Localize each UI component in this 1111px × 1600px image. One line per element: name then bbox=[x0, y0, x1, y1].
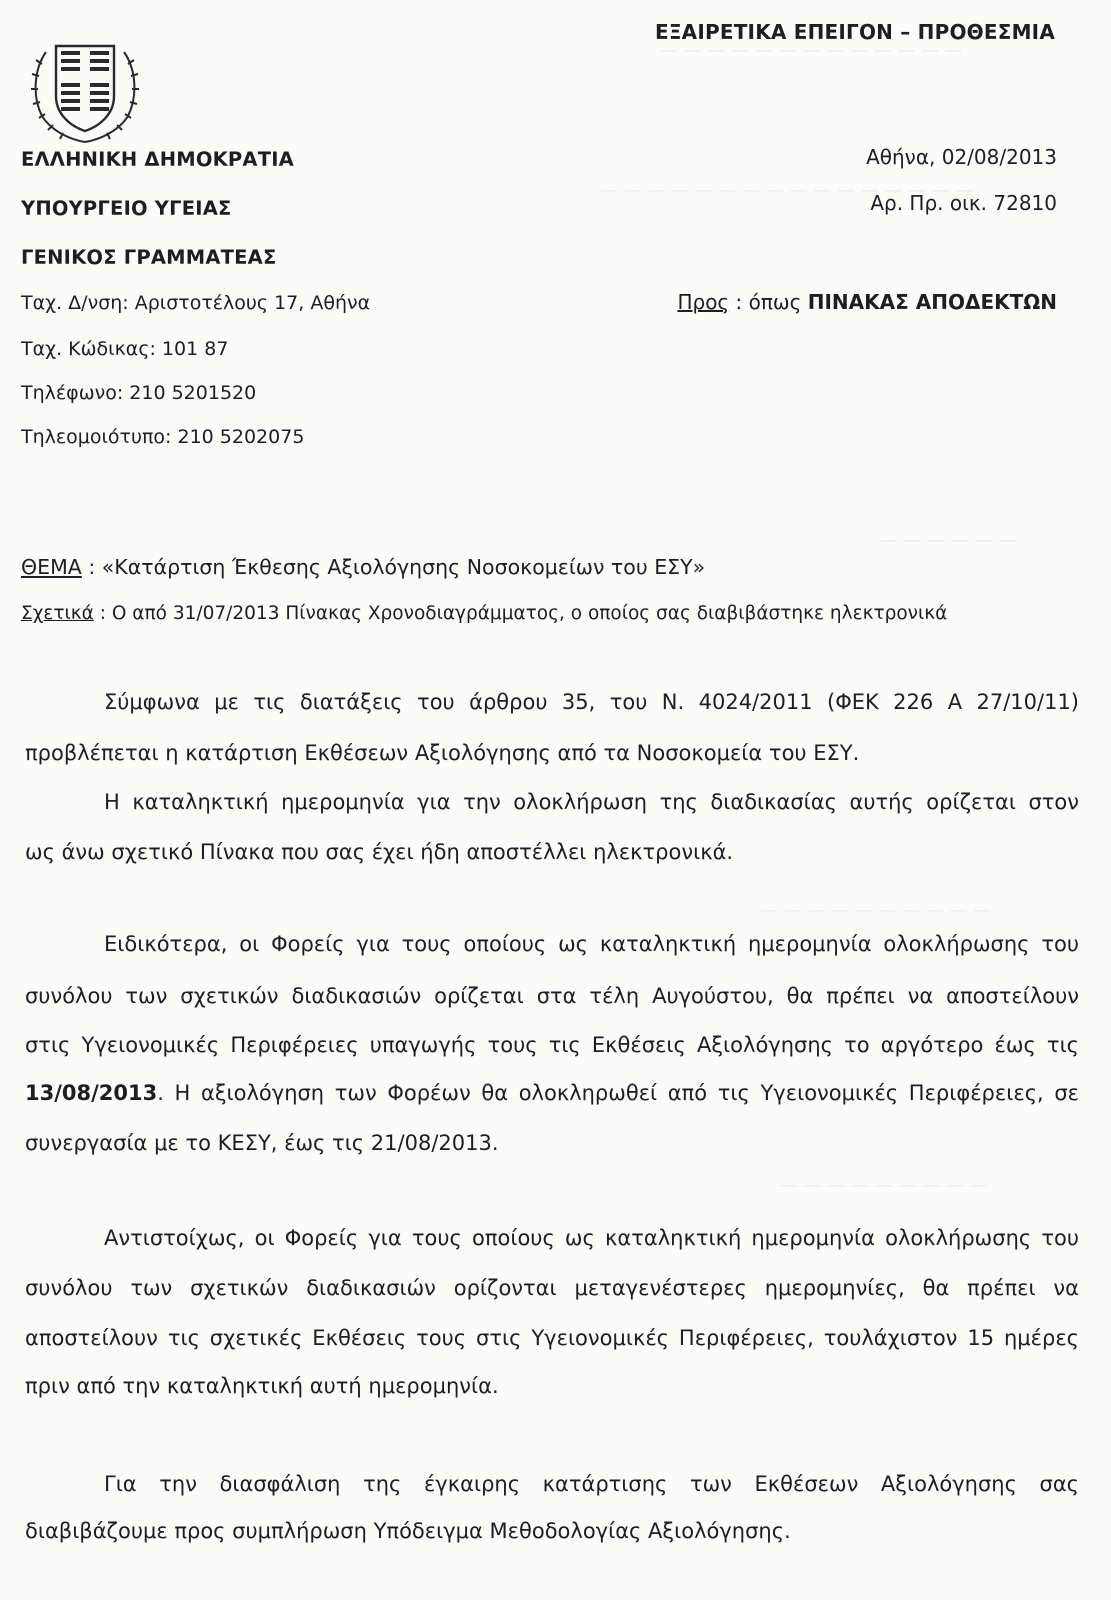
issuer-postal-code: Ταχ. Κώδικας: 101 87 bbox=[21, 338, 229, 360]
bleed-through-text: — — — — — — — — — — — — — — — — bbox=[600, 180, 974, 201]
recipient-separator: : όπως bbox=[729, 290, 808, 314]
recipient-value: ΠΙΝΑΚΑΣ ΑΠΟΔΕΚΤΩΝ bbox=[807, 290, 1057, 314]
issuer-address: Ταχ. Δ/νση: Αριστοτέλους 17, Αθήνα bbox=[21, 292, 371, 314]
bleed-through-text: — — — — — — — — — — bbox=[760, 900, 992, 921]
paragraph-line: Η καταληκτική ημερομηνία για την ολοκλήρωση της διαδικασίας αυτής ορίζεται στον bbox=[104, 790, 1079, 814]
subject-line bbox=[21, 555, 705, 579]
urgency-label: ΕΞΑΙΡΕΤΙΚΑ ΕΠΕΙΓΟΝ – ΠΡΟΘΕΣΜΙΑ bbox=[654, 20, 1055, 44]
paragraph-line: αποστείλουν τις σχετικές Εκθέσεις τους στις Υγειονομικές Περιφέρειες, τουλάχιστον 15 ημέρες bbox=[25, 1326, 1079, 1350]
paragraph-line: συνόλου των σχετικών διαδικασιών ορίζονται μεταγενέστερες ημερομηνίες, θα πρέπει να bbox=[25, 1276, 1079, 1300]
protocol-number: Αρ. Πρ. οικ. 72810 bbox=[870, 191, 1057, 215]
subject-label: ΘΕΜΑ bbox=[21, 555, 82, 579]
related-text: : Ο από 31/07/2013 Πίνακας Χρονοδιαγράμματος, ο οποίος σας διαβιβάστηκε ηλεκτρονικά bbox=[93, 603, 948, 624]
paragraph-line: συνόλου των σχετικών διαδικασιών ορίζεται στα τέλη Αυγούστου, θα πρέπει να αποστείλουν bbox=[25, 984, 1079, 1008]
paragraph-line: πριν από την καταληκτική αυτή ημερομηνία. bbox=[25, 1374, 499, 1398]
paragraph-line: διαβιβάζουμε προς συμπλήρωση Υπόδειγμα Μεθοδολογίας Αξιολόγησης. bbox=[25, 1519, 791, 1543]
paragraph-line: Αντιστοίχως, οι Φορείς για τους οποίους ως καταληκτική ημερομηνία ολοκλήρωσης του bbox=[104, 1226, 1079, 1250]
paragraph-line: ως άνω σχετικό Πίνακα που σας έχει ήδη αποστέλλει ηλεκτρονικά. bbox=[25, 840, 734, 864]
deadline-date: 13/08/2013 bbox=[25, 1081, 158, 1105]
letter-date: Αθήνα, 02/08/2013 bbox=[866, 145, 1057, 169]
related-line bbox=[21, 603, 947, 624]
bleed-through-text: — — — — — — bbox=[880, 530, 1017, 551]
greek-coat-of-arms-emblem bbox=[26, 34, 144, 144]
paragraph-line bbox=[25, 1081, 1079, 1105]
paragraph-line: Σύμφωνα με τις διατάξεις του άρθρου 35, του Ν. 4024/2011 (ΦΕΚ 226 Α 27/10/11) bbox=[104, 690, 1079, 714]
issuer-department: ΓΕΝΙΚΟΣ ΓΡΑΜΜΑΤΕΑΣ bbox=[21, 246, 277, 269]
issuer-country: ΕΛΛΗΝΙΚΗ ΔΗΜΟΚΡΑΤΙΑ bbox=[21, 148, 294, 171]
recipient-label: Προς bbox=[677, 290, 730, 314]
issuer-fax: Τηλεομοιότυπο: 210 5202075 bbox=[21, 426, 305, 448]
paragraph-line: Ειδικότερα, οι Φορείς για τους οποίους ως καταληκτική ημερομηνία ολοκλήρωσης του bbox=[104, 932, 1079, 956]
issuer-ministry: ΥΠΟΥΡΓΕΙΟ ΥΓΕΙΑΣ bbox=[21, 197, 232, 220]
recipient-line bbox=[677, 290, 1057, 314]
paragraph-text: . Η αξιολόγηση των Φορέων θα ολοκληρωθεί από τις Υγειονομικές Περιφέρειες, σε bbox=[157, 1081, 1079, 1105]
issuer-phone: Τηλέφωνο: 210 5201520 bbox=[21, 382, 257, 404]
bleed-through-text: — — — — — — — — — — — — — bbox=[660, 40, 963, 61]
paragraph-line: συνεργασία με το ΚΕΣΥ, έως τις 21/08/2013. bbox=[25, 1131, 499, 1155]
subject-text: : «Κατάρτιση Έκθεσης Αξιολόγησης Νοσοκομείων του ΕΣΥ» bbox=[81, 555, 706, 579]
paragraph-line: στις Υγειονομικές Περιφέρειες υπαγωγής τους τις Εκθέσεις Αξιολόγησης το αργότερο έως τις bbox=[25, 1033, 1079, 1057]
related-label: Σχετικά bbox=[21, 603, 94, 624]
paragraph-line: Για την διασφάλιση της έγκαιρης κατάρτισης των Εκθέσεων Αξιολόγησης σας bbox=[104, 1472, 1079, 1496]
bleed-through-text: — — — — — — — — — bbox=[780, 1175, 988, 1196]
paragraph-line: προβλέπεται η κατάρτιση Εκθέσεων Αξιολόγησης από τα Νοσοκομεία του ΕΣΥ. bbox=[25, 741, 860, 765]
